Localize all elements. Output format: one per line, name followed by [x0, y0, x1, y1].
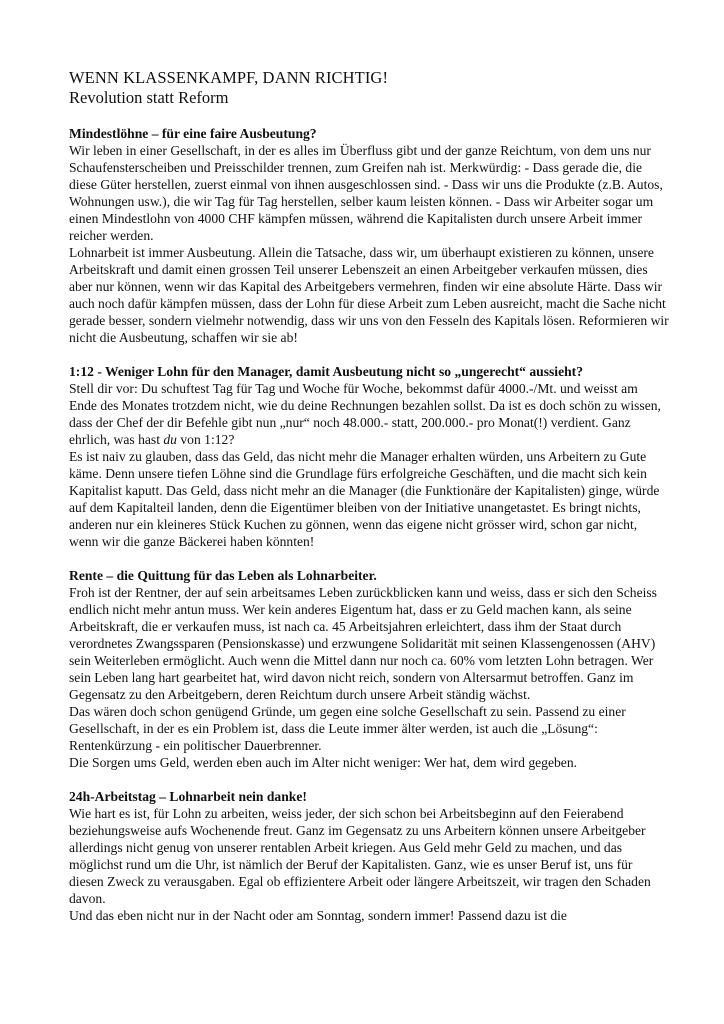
section-paragraph: Die Sorgen ums Geld, werden eben auch im Alter nicht weniger: Wer hat, dem wird gegeben. — [69, 755, 578, 770]
section-mindestloehne — [69, 125, 669, 346]
paragraph-text: von 1:12? — [176, 432, 235, 447]
section-heading: Rente – die Quittung für das Leben als Lohnarbeiter. — [69, 568, 377, 583]
section-1-12 — [69, 363, 669, 550]
section-paragraph: Es ist naiv zu glauben, dass das Geld, das nicht mehr die Manager erhalten würden, uns Arbeitern zu Gute käme. Denn unsere tiefen Löhne sind die Grundlage fürs erfolgreiche Geschäften, und die macht sich kein Kapitalist kaputt. Das Geld, dass nicht mehr an die Manager (die Funktionäre der Kapitalisten) ginge, würde auf dem Kapitalteil landen, denn die Eigentümer bleiben von der Initiative unangetastet. Es bringt nichts, anderen nur ein kleineres Stück Kuchen zu gönnen, wenn das eigene nicht grösser wird, schon gar nicht, wenn wir die ganze Bäckerei haben könnten! — [69, 449, 660, 549]
emphasis-text: du — [163, 432, 177, 447]
section-24h-arbeitstag — [69, 788, 669, 924]
section-paragraph: Das wären doch schon genügend Gründe, um gegen eine solche Gesellschaft zu sein. Passend zu einer Gesellschaft, in der es ein Problem ist, dass die Leute immer älter werden, ist auch die „Lösung“: Rentenkürzung - ein politischer Dauerbrenner. — [69, 704, 626, 753]
section-paragraph: Froh ist der Rentner, der auf sein arbeitsames Leben zurückblicken kann und weiss, dass er sich den Scheiss endlich nicht mehr antun muss. Wer kein anderes Eigentum hat, dass er zu Geld machen kann, als seine Arbeitskraft, die er verkaufen muss, ist nach ca. 45 Arbeitsjahren erleichtert, dass ihm der Staat durch verordnetes Zwangssparen (Pensionskasse) und erzwungene Solidarität mit seinen Klassengenossen (AHV) sein Weiterleben ermöglicht. Auch wenn die Mittel dann nur noch ca. 60% vom letzten Lohn betragen. Wer sein Leben lang hart gearbeitet hat, wird davon nicht reich, sondern von Altersarmut betroffen. Ganz im Gegensatz zu den Arbeitgebern, deren Reichtum durch unsere Arbeit ständig wächst. — [69, 585, 657, 702]
section-heading: 1:12 - Weniger Lohn für den Manager, damit Ausbeutung nicht so „ungerecht“ aussieht? — [69, 364, 583, 379]
section-rente — [69, 567, 669, 771]
section-paragraph — [69, 380, 669, 448]
section-paragraph: Wie hart es ist, für Lohn zu arbeiten, weiss jeder, der sich schon bei Arbeitsbeginn auf den Feierabend beziehungsweise aufs Wochenende freut. Ganz im Gegensatz zu uns Arbeitern können unsere Arbeitgeber allerdings nicht genug von unserer rentablen Arbeit kriegen. Aus Geld mehr Geld zu machen, und das möglichst rund um die Uhr, ist nämlich der Beruf der Kapitalisten. Ganz, wie es unser Beruf ist, uns für diesen Zweck zu verausgaben. Egal ob effizientere Arbeit oder längere Arbeitszeit, wir tragen den Schaden davon. — [69, 806, 651, 906]
document-subtitle: Revolution statt Reform — [69, 88, 229, 107]
section-paragraph: Wir leben in einer Gesellschaft, in der es alles im Überfluss gibt und der ganze Reichtum, von dem uns nur Schaufensterscheiben und Preisschilder trennen, zum Greifen nah ist. Merkwürdig: - Dass gerade die, die diese Güter herstellen, zuerst einmal von ihnen ausgeschlossen sind. - Dass wir uns die Produkte (z.B. Autos, Wohnungen usw.), die wir Tag für Tag herstellen, selber kaum leisten können. - Dass wir Arbeiter sogar um einen Mindestlohn von 4000 CHF kämpfen müssen, während die Kapitalisten durch unsere Arbeit immer reicher werden. — [69, 143, 663, 243]
paragraph-text: Stell dir vor: Du schuftest Tag für Tag und Woche für Woche, bekommst dafür 4000.-/Mt. und weisst am Ende des Monates trotzdem nicht, wie du deine Rechnungen bezahlen sollst. Da ist es doch schön zu wissen, dass der Chef der dir Befehle gibt nun „nur“ noch 48.000.- statt, 200.000.- pro Monat(!) verdient. Ganz ehrlich, was hast — [69, 381, 661, 447]
section-paragraph: Und das eben nicht nur in der Nacht oder am Sonntag, sondern immer! Passend dazu ist die — [69, 908, 567, 923]
document-title: WENN KLASSENKAMPF, DANN RICHTIG! — [69, 68, 389, 87]
section-heading: Mindestlöhne – für eine faire Ausbeutung? — [69, 126, 317, 141]
section-heading: 24h-Arbeitstag – Lohnarbeit nein danke! — [69, 789, 307, 804]
section-paragraph: Lohnarbeit ist immer Ausbeutung. Allein die Tatsache, dass wir, um überhaupt existieren zu können, unsere Arbeitskraft und damit einen grossen Teil unserer Lebenszeit an einen Arbeitgeber verkaufen müssen, dies aber nur können, wenn wir das Kapital des Arbeitgebers vermehren, finden wir eine absolute Härte. Dass wir auch noch dafür kämpfen müssen, dass der Lohn für diese Arbeit zum Leben ausreicht, macht die Sache nicht gerade besser, sondern vielmehr notwendig, dass wir uns von den Fesseln des Kapitals lösen. Reformieren wir nicht die Ausbeutung, schaffen wir sie ab! — [69, 245, 669, 345]
document-page — [69, 68, 669, 941]
